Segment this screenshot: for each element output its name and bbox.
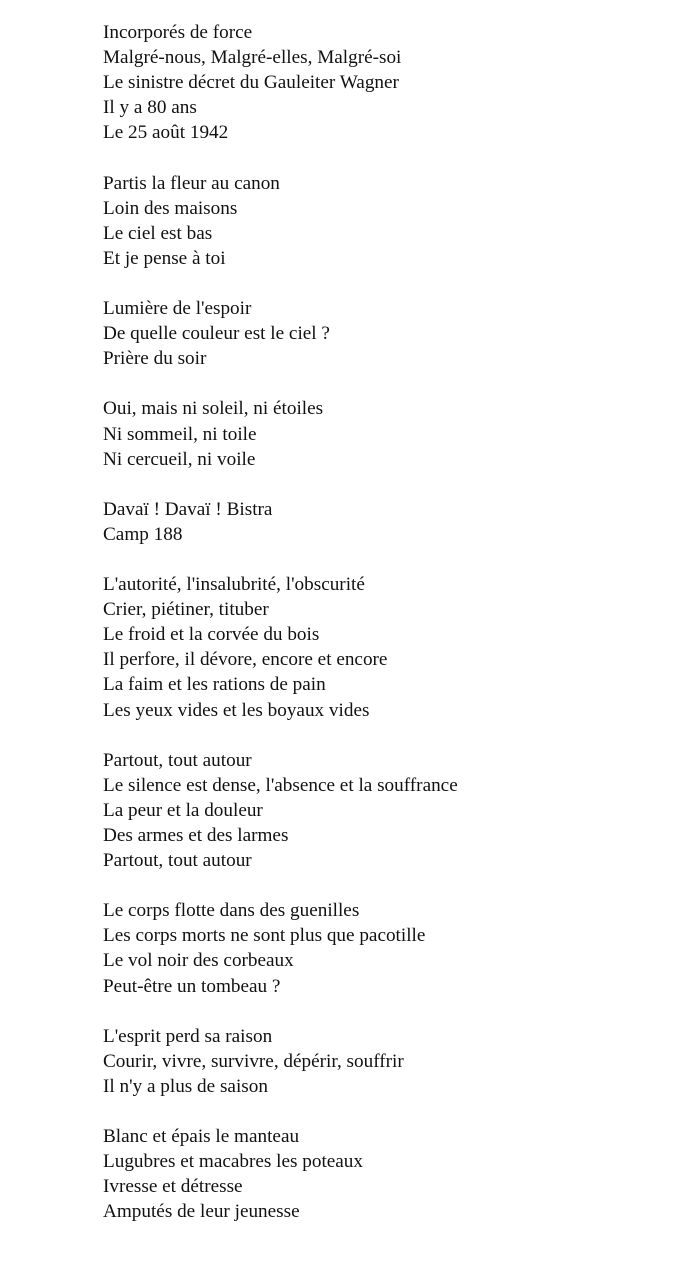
poem-line: Malgré-nous, Malgré-elles, Malgré-soi xyxy=(103,47,402,69)
stanza-3 xyxy=(103,296,663,371)
poem-line: Lumière de l'espoir xyxy=(103,298,252,320)
poem-line: Blanc et épais le manteau xyxy=(103,1126,300,1148)
stanza-8 xyxy=(103,898,663,998)
poem-line: L'autorité, l'insalubrité, l'obscurité xyxy=(103,574,365,596)
poem-line: Lugubres et macabres les poteaux xyxy=(103,1151,363,1173)
poem-line: Prière du soir xyxy=(103,348,207,370)
poem-line: Incorporés de force xyxy=(103,22,253,43)
poem-line: Loin des maisons xyxy=(103,197,238,219)
stanza-6 xyxy=(103,572,663,723)
stanza-1 xyxy=(103,20,663,145)
poem-line: Les yeux vides et les boyaux vides xyxy=(103,699,370,721)
poem-line: Ni cercueil, ni voile xyxy=(103,448,256,470)
poem-line: Camp 188 xyxy=(103,523,183,545)
poem-line: La faim et les rations de pain xyxy=(103,674,326,696)
poem-line: Partout, tout autour xyxy=(103,749,252,771)
poem-line: La peur et la douleur xyxy=(103,799,263,821)
poem-line: Partis la fleur au canon xyxy=(103,172,280,194)
poem-line: Les corps morts ne sont plus que pacotille xyxy=(103,925,426,947)
poem-line: De quelle couleur est le ciel ? xyxy=(103,323,330,345)
poem-line: L'esprit perd sa raison xyxy=(103,1025,273,1047)
poem-line: Des armes et des larmes xyxy=(103,825,289,846)
poem-line: Courir, vivre, survivre, dépérir, souffrir xyxy=(103,1050,404,1072)
poem-line: Davaï ! Davaï ! Bistra xyxy=(103,498,273,520)
stanza-2 xyxy=(103,171,663,271)
poem-text xyxy=(103,20,663,1250)
poem-line: Ni sommeil, ni toile xyxy=(103,423,257,445)
poem-line: Il y a 80 ans xyxy=(103,97,197,119)
stanza-5 xyxy=(103,497,663,547)
poem-line: Le corps flotte dans des guenilles xyxy=(103,900,360,922)
poem-line: Ivresse et détresse xyxy=(103,1176,243,1198)
poem-line: Crier, piétiner, tituber xyxy=(103,599,269,621)
poem-line: Oui, mais ni soleil, ni étoiles xyxy=(103,398,324,420)
poem-line: Le froid et la corvée du bois xyxy=(103,624,320,646)
stanza-10 xyxy=(103,1124,663,1224)
poem-line: Il n'y a plus de saison xyxy=(103,1075,268,1097)
stanza-9 xyxy=(103,1024,663,1099)
poem-line: Et je pense à toi xyxy=(103,247,226,269)
poem-line: Le 25 août 1942 xyxy=(103,122,229,144)
poem-line: Il perfore, il dévore, encore et encore xyxy=(103,649,388,671)
poem-line: Partout, tout autour xyxy=(103,850,252,872)
poem-line: Le ciel est bas xyxy=(103,222,213,244)
stanza-7 xyxy=(103,748,663,873)
poem-line: Le vol noir des corbeaux xyxy=(103,950,294,972)
poem-line: Le sinistre décret du Gauleiter Wagner xyxy=(103,72,399,94)
poem-line: Amputés de leur jeunesse xyxy=(103,1201,300,1223)
poem-line: Peut-être un tombeau ? xyxy=(103,975,281,997)
stanza-4 xyxy=(103,396,663,471)
poem-line: Le silence est dense, l'absence et la souffrance xyxy=(103,774,458,796)
